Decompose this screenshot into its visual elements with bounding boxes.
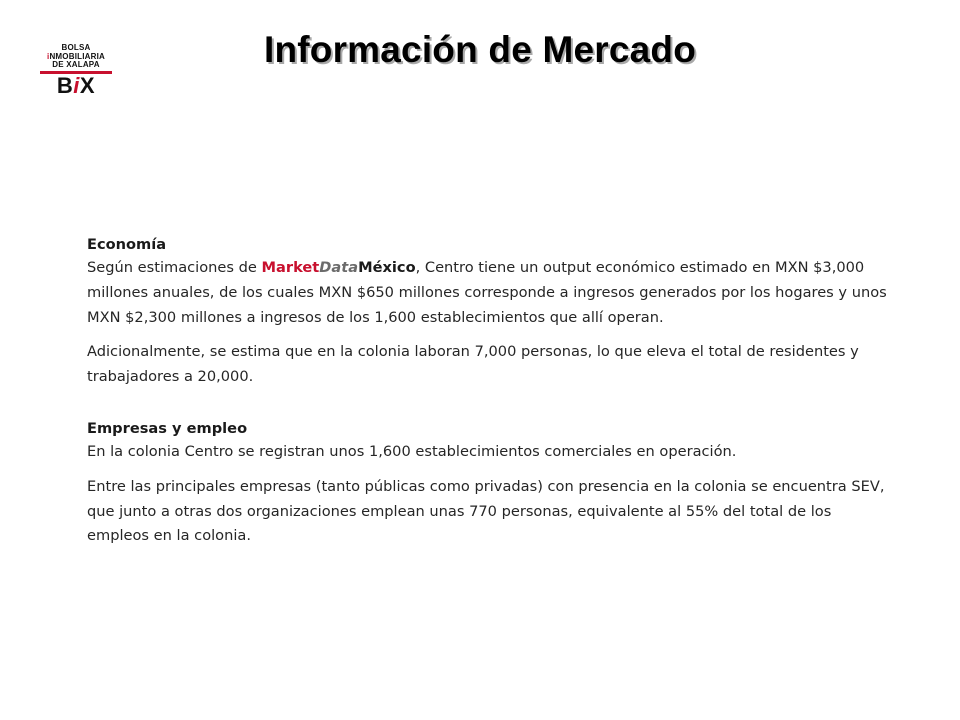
logo-line-de-xalapa: DE XALAPA [52, 60, 100, 69]
spacer [87, 390, 887, 418]
brand-mexico-text: México [358, 259, 416, 276]
section-heading-empresas: Empresas y empleo [87, 419, 248, 437]
logo-mark-i: i [73, 72, 80, 98]
page-title: Información de Mercado [263, 29, 697, 70]
content-body [87, 234, 887, 549]
logo-line-inmobiliaria-rest: NMOBILIARIA [49, 51, 105, 61]
logo-mark-b: B [56, 72, 74, 98]
paragraph-empresas-companies: Entre las principales empresas (tanto públicas como privadas) con presencia en la colonia se encuentra SEV, que junto a otras dos organizaciones emplean unas 770 personas, equivalente al 55% del total de los empleos en la colonia. [87, 477, 885, 545]
paragraph-economia-output-lead: Según estimaciones de [87, 259, 262, 276]
paragraph-economia-workers: Adicionalmente, se estima que en la colonia laboran 7,000 personas, lo que eleva el total de residentes y trabajadores a 20,000. [87, 343, 859, 386]
paragraph-economia-output [87, 256, 887, 330]
paragraph-empresas-establishments: En la colonia Centro se registran unos 1,600 establecimientos comerciales en operación. [87, 442, 737, 460]
section-heading-economia: Economía [87, 236, 167, 253]
logo-red-i: i [47, 51, 50, 61]
brand-market-text: Market [261, 259, 320, 276]
spacer [87, 465, 887, 475]
logo-mark-x: X [79, 72, 96, 98]
spacer [87, 330, 887, 340]
brand-data-text: Data [319, 259, 359, 276]
paragraph-economia-output-rest: , Centro tiene un output económico estimado en MXN $3,000 millones anuales, de los cuales MXN $650 millones corresponde a ingresos generados por los hogares y unos MXN $2,300 millones a ingresos de los 1,600 establecimientos que allí operan. [87, 259, 887, 326]
logo-line-bolsa: BOLSA [61, 43, 91, 52]
logo-mark-bix [38, 72, 114, 98]
